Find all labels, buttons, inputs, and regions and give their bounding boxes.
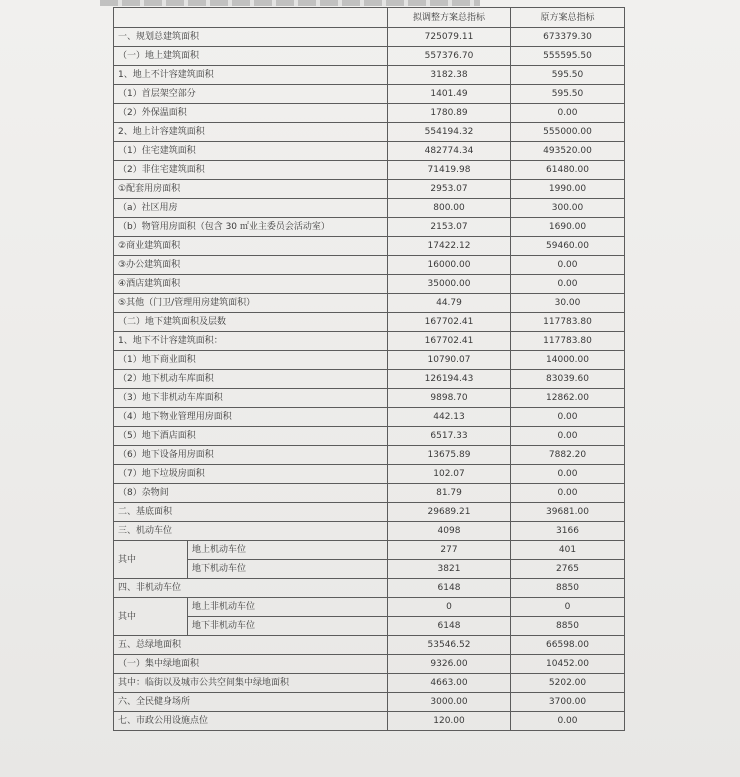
table-header	[114, 8, 625, 28]
proposed-value: 10790.07	[388, 351, 511, 370]
row-label: （1）地下商业面积	[114, 351, 388, 370]
original-value: 59460.00	[511, 237, 625, 256]
row-label: （1）首层架空部分	[114, 85, 388, 104]
row-label: （5）地下酒店面积	[114, 427, 388, 446]
original-value: 10452.00	[511, 655, 625, 674]
original-value: 1690.00	[511, 218, 625, 237]
proposed-value: 725079.11	[388, 28, 511, 47]
original-value: 0.00	[511, 104, 625, 123]
original-value: 595.50	[511, 66, 625, 85]
proposed-value: 6517.33	[388, 427, 511, 446]
row-label: （7）地下垃圾房面积	[114, 465, 388, 484]
group-label: 其中	[114, 598, 188, 636]
table-row	[114, 465, 625, 484]
proposed-value: 81.79	[388, 484, 511, 503]
proposed-value: 6148	[388, 617, 511, 636]
original-value: 0.00	[511, 408, 625, 427]
proposed-value: 9326.00	[388, 655, 511, 674]
table-row	[114, 104, 625, 123]
row-label: （2）非住宅建筑面积	[114, 161, 388, 180]
row-label: （a）社区用房	[114, 199, 388, 218]
proposed-value: 120.00	[388, 712, 511, 731]
table-row	[114, 237, 625, 256]
row-label: ②商业建筑面积	[114, 237, 388, 256]
header-blank	[114, 8, 388, 28]
indicator-table	[113, 7, 625, 731]
proposed-value: 126194.43	[388, 370, 511, 389]
proposed-value: 167702.41	[388, 332, 511, 351]
row-label: ③办公建筑面积	[114, 256, 388, 275]
proposed-value: 0	[388, 598, 511, 617]
table-row	[114, 142, 625, 161]
original-value: 0.00	[511, 256, 625, 275]
row-label: （一）集中绿地面积	[114, 655, 388, 674]
row-label: （6）地下设备用房面积	[114, 446, 388, 465]
row-label: （4）地下物业管理用房面积	[114, 408, 388, 427]
proposed-value: 4098	[388, 522, 511, 541]
row-label: 地下非机动车位	[188, 617, 388, 636]
original-value: 3166	[511, 522, 625, 541]
proposed-value: 482774.34	[388, 142, 511, 161]
original-value: 7882.20	[511, 446, 625, 465]
row-label: （一）地上建筑面积	[114, 47, 388, 66]
original-value: 401	[511, 541, 625, 560]
row-label: （b）物管用房面积（包含 30 ㎡业主委员会活动室）	[114, 218, 388, 237]
table-row	[114, 218, 625, 237]
table-row	[114, 655, 625, 674]
table-row	[114, 598, 625, 617]
proposed-value: 3821	[388, 560, 511, 579]
original-value: 300.00	[511, 199, 625, 218]
row-label: （1）住宅建筑面积	[114, 142, 388, 161]
original-value: 83039.60	[511, 370, 625, 389]
original-value: 595.50	[511, 85, 625, 104]
table-row	[114, 294, 625, 313]
header-proposed: 拟调整方案总指标	[388, 8, 511, 28]
original-value: 117783.80	[511, 313, 625, 332]
table-row	[114, 370, 625, 389]
row-label: 三、机动车位	[114, 522, 388, 541]
table-row	[114, 522, 625, 541]
table-row	[114, 636, 625, 655]
original-value: 30.00	[511, 294, 625, 313]
proposed-value: 17422.12	[388, 237, 511, 256]
proposed-value: 167702.41	[388, 313, 511, 332]
group-label: 其中	[114, 541, 188, 579]
table-row	[114, 199, 625, 218]
original-value: 0.00	[511, 465, 625, 484]
table-row	[114, 256, 625, 275]
row-label: 二、基底面积	[114, 503, 388, 522]
row-label: （二）地下建筑面积及层数	[114, 313, 388, 332]
header-original: 原方案总指标	[511, 8, 625, 28]
proposed-value: 3000.00	[388, 693, 511, 712]
proposed-value: 800.00	[388, 199, 511, 218]
row-label: 六、全民健身场所	[114, 693, 388, 712]
table-row	[114, 503, 625, 522]
row-label: 其中：临街以及城市公共空间集中绿地面积	[114, 674, 388, 693]
table-row	[114, 180, 625, 199]
original-value: 5202.00	[511, 674, 625, 693]
table-row	[114, 85, 625, 104]
proposed-value: 71419.98	[388, 161, 511, 180]
table-row	[114, 446, 625, 465]
table-row	[114, 351, 625, 370]
table-row	[114, 541, 625, 560]
original-value: 39681.00	[511, 503, 625, 522]
original-value: 14000.00	[511, 351, 625, 370]
original-value: 673379.30	[511, 28, 625, 47]
cropped-heading-text	[100, 0, 480, 6]
proposed-value: 4663.00	[388, 674, 511, 693]
row-label: 七、市政公用设施点位	[114, 712, 388, 731]
original-value: 493520.00	[511, 142, 625, 161]
row-label: （8）杂物间	[114, 484, 388, 503]
original-value: 66598.00	[511, 636, 625, 655]
table-row	[114, 123, 625, 142]
row-label: 四、非机动车位	[114, 579, 388, 598]
row-label: （2）地下机动车库面积	[114, 370, 388, 389]
proposed-value: 35000.00	[388, 275, 511, 294]
proposed-value: 16000.00	[388, 256, 511, 275]
table-row	[114, 28, 625, 47]
table-row	[114, 275, 625, 294]
row-label: ①配套用房面积	[114, 180, 388, 199]
table-row	[114, 47, 625, 66]
row-label: 2、地上计容建筑面积	[114, 123, 388, 142]
row-label: 1、地下不计容建筑面积：	[114, 332, 388, 351]
proposed-value: 3182.38	[388, 66, 511, 85]
table-row	[114, 712, 625, 731]
original-value: 555595.50	[511, 47, 625, 66]
proposed-value: 102.07	[388, 465, 511, 484]
original-value: 0.00	[511, 484, 625, 503]
proposed-value: 554194.32	[388, 123, 511, 142]
original-value: 0.00	[511, 427, 625, 446]
table-row	[114, 389, 625, 408]
table-row	[114, 674, 625, 693]
row-label: 一、规划总建筑面积	[114, 28, 388, 47]
row-label: 地下机动车位	[188, 560, 388, 579]
row-label: （3）地下非机动车库面积	[114, 389, 388, 408]
table-row	[114, 617, 625, 636]
row-label: 五、总绿地面积	[114, 636, 388, 655]
original-value: 0.00	[511, 275, 625, 294]
original-value: 0	[511, 598, 625, 617]
proposed-value: 277	[388, 541, 511, 560]
original-value: 117783.80	[511, 332, 625, 351]
proposed-value: 13675.89	[388, 446, 511, 465]
row-label: ⑤其他（门卫/管理用房建筑面积）	[114, 294, 388, 313]
table-row	[114, 332, 625, 351]
proposed-value: 1401.49	[388, 85, 511, 104]
table-row	[114, 408, 625, 427]
proposed-value: 44.79	[388, 294, 511, 313]
proposed-value: 6148	[388, 579, 511, 598]
row-label: 地上机动车位	[188, 541, 388, 560]
original-value: 12862.00	[511, 389, 625, 408]
table-row	[114, 560, 625, 579]
row-label: （2）外保温面积	[114, 104, 388, 123]
proposed-value: 53546.52	[388, 636, 511, 655]
proposed-value: 557376.70	[388, 47, 511, 66]
row-label: ④酒店建筑面积	[114, 275, 388, 294]
original-value: 8850	[511, 617, 625, 636]
table-row	[114, 313, 625, 332]
original-value: 555000.00	[511, 123, 625, 142]
table-row	[114, 484, 625, 503]
table-row	[114, 579, 625, 598]
row-label: 地上非机动车位	[188, 598, 388, 617]
proposed-value: 1780.89	[388, 104, 511, 123]
row-label: 1、地上不计容建筑面积	[114, 66, 388, 85]
original-value: 3700.00	[511, 693, 625, 712]
table-row	[114, 427, 625, 446]
table-row	[114, 693, 625, 712]
table-row	[114, 66, 625, 85]
proposed-value: 2953.07	[388, 180, 511, 199]
proposed-value: 9898.70	[388, 389, 511, 408]
table-row	[114, 161, 625, 180]
proposed-value: 29689.21	[388, 503, 511, 522]
original-value: 0.00	[511, 712, 625, 731]
original-value: 2765	[511, 560, 625, 579]
proposed-value: 2153.07	[388, 218, 511, 237]
original-value: 61480.00	[511, 161, 625, 180]
original-value: 8850	[511, 579, 625, 598]
original-value: 1990.00	[511, 180, 625, 199]
proposed-value: 442.13	[388, 408, 511, 427]
